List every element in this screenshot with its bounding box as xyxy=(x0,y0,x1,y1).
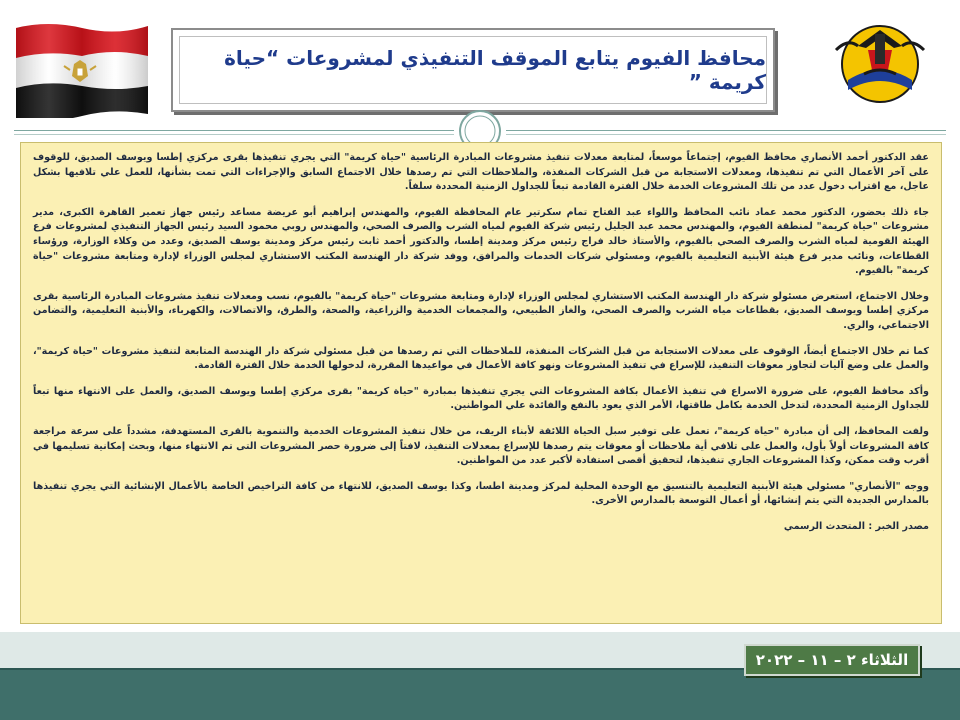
separator-line xyxy=(14,130,454,131)
paragraph: عقد الدكتور أحمد الأنصاري محافظ الفيوم، إجتماعاً موسعاً، لمتابعة معدلات تنفيذ مشروعات المبادرة الرئاسية "حياة كريمة" التي يجري تنفيذها بقرى مركزي إطسا ويوسف الصديق، للوقوف على آخر الأعمال التي تم تنفيذها، ومعدلات الاستجابة من قبل الشركات المنفذة، والملاحظات التي تم رصدها خلال الاجتماع السابق والإجراءات التي تمت بشأنها، للعمل علي تلافيها بشكل عاجل، مع اقتراب دخول عدد من تلك المشروعات الخدمة خلال الفترة القادمة تبعاً للجداول الزمنية المحددة سلفاً. xyxy=(33,152,929,193)
title-box xyxy=(171,28,775,112)
news-source: مصدر الخبر : المتحدث الرسمي xyxy=(783,520,929,532)
separator-line xyxy=(506,134,946,135)
news-body-panel xyxy=(20,142,942,624)
date-label: الثلاثاء ٢ – ١١ – ٢٠٢٢ xyxy=(755,651,909,669)
paragraph: كما تم خلال الاجتماع أيضاً، الوقوف على معدلات الاستجابة من قبل الشركات المنفذة، للملاحظات التي تم رصدها من قبل مسئولي شركة دار الهندسة المتابعة لتنفيذ مشروعات "حياة كريمة"، والعمل على وضع آليات لتجاوز معوقات التنفيذ، للإسراع في تنفيذ المشروعات ونهو كافة الأعمال في مواعيدها المقررة، لدخولها الخدمة خلال الفترة القادمة. xyxy=(33,345,929,372)
paragraph: وخلال الاجتماع، استعرض مسئولو شركة دار الهندسة المكتب الاستشاري لمجلس الوزراء لإدارة ومتابعة مشروعات "حياة كريمة" بالفيوم، نسب ومعدلات تنفيذ مشروعات المبادرة الرئاسية بقرى مركزي إطسا ويوسف الصديق، بقطاعات مياه الشرب والصرف الصحي، والغاز الطبيعي، والمجمعات الخدمية والزراعية، والصحة، والطرق، والاتصالات، والكهرباء، والأبنية التعليمية، والتضامن الاجتماعي، والري. xyxy=(33,290,929,331)
fayoum-emblem-icon xyxy=(828,20,932,106)
separator-line xyxy=(506,130,946,131)
footer-band xyxy=(0,670,960,720)
egypt-flag-icon xyxy=(14,20,150,118)
title-inner-frame xyxy=(179,36,767,104)
separator-line xyxy=(14,134,454,135)
paragraph: وأكد محافظ الفيوم، على ضرورة الاسراع في تنفيذ الأعمال بكافة المشروعات التي يجري تنفيذها بمبادرة "حياة كريمة" بقرى مركزي إطسا ويوسف الصديق، والعمل على الانتهاء منها تبعاً للجداول الزمنية المحددة، لتدخل الخدمة بكامل طاقتها، الأمر الذي يعود بالنفع والفائدة علي المواطنين. xyxy=(33,385,929,412)
page-title: محافظ الفيوم يتابع الموقف التنفيذي لمشروعات “حياة كريمة ” xyxy=(224,46,766,94)
paragraph: ووجه "الأنصاري" مسئولي هيئة الأبنية التعليمية بالتنسيق مع الوحدة المحلية لمركز ومدينة اطسا، وكذا يوسف الصديق، للانتهاء من كافة التراخيص الخاصة بالأعمال الإنشائية التي يجري تنفيذها بالمدارس الجديدة التي يتم إنشائها، أو أعمال التوسعة بالمدارس الأخرى. xyxy=(33,480,929,507)
date-box xyxy=(744,644,920,676)
paragraph: جاء ذلك بحضور، الدكتور محمد عماد نائب المحافظ واللواء عبد الفتاح تمام سكرتير عام المحافظة الفيوم، والمهندس إبراهيم أبو عريضة مساعد رئيس جهاز تعمير القاهرة الكبرى، مدير مشروعات "حياة كريمة" لمنطقة الفيوم، والمهندس محمد عبد الجليل رئيس شركة الفيوم لمياه الشرب والصرف الصحي، والمهندس روبي محمود السيد رئيس الجهاز التنفيذي لمشروعات فرع الهيئة القومية لمياه الشرب والصرف الصحي بالفيوم، والأستاذ خالد فراج رئيس مركز ومدينة إطسا، والدكتور أحمد ثابت رئيس مركز ومدينة يوسف الصديق، وعدد من وكلاء الوزارة، ورؤساء القطاعات، ونائب مدير فرع هيئة الأبنية التعليمية بالفيوم، ومسئولي شركات الخدمات والمرافق، ووفد شركة دار الهندسة المكتب الاستشاري لمجلس الوزراء لإدارة ومتابعة مشروعات "حياة كريمة" بالفيوم. xyxy=(33,206,929,277)
paragraph: ولفت المحافظ، إلى أن مبادرة "حياة كريمة"، تعمل على توفير سبل الحياة اللائقة لأبناء الريف، من خلال تنفيذ المشروعات الخدمية والتنموية بالقرى المستهدفة، مشدداً على سرعة مراجعة كافة المشروعات أولاً بأول، والعمل على تلافي أية ملاحظات أو معوقات يتم رصدها للإسراع بمعدلات التنفيذ، لافتاً إلى ضرورة حصر المشروعات التى تم الانتهاء منها، وبحث إمكانية تسليمها في أقرب وقت ممكن، وكذا المشروعات الجاري تنفيذها، لتحقيق أقصى استفادة لأكبر عدد من المواطنين. xyxy=(33,425,929,467)
